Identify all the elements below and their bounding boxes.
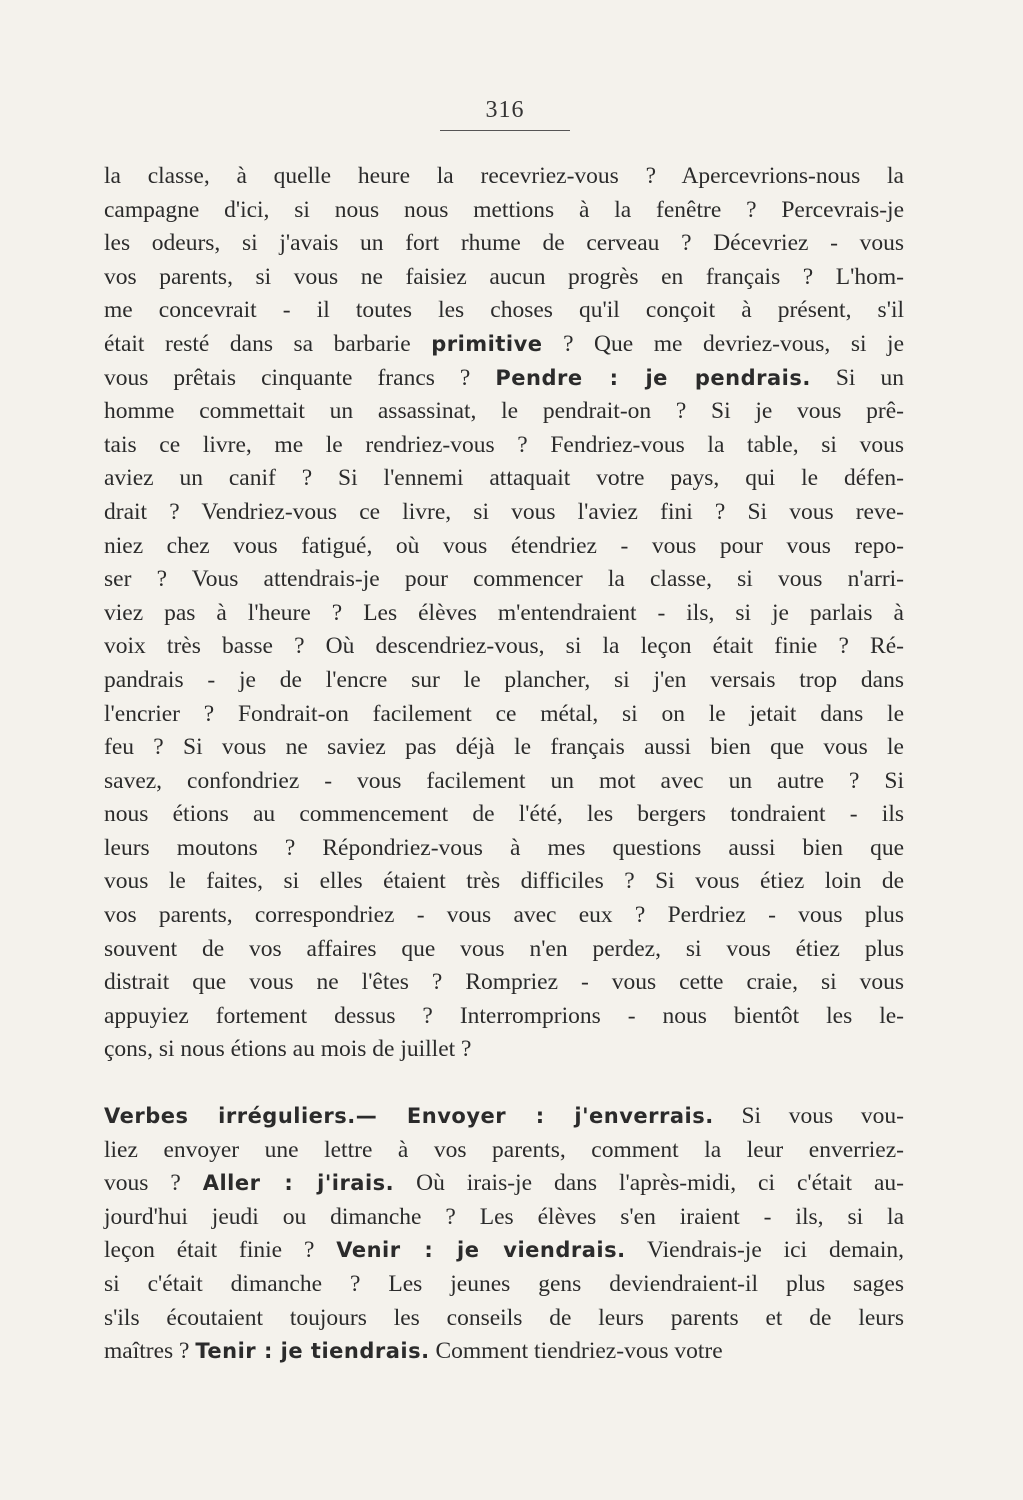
text-line [104, 1268, 904, 1302]
text-line [104, 227, 904, 261]
header-rule [440, 130, 570, 131]
text-segment: nous étions au commencement de l'été, les bergers tondraient - ils [104, 801, 904, 828]
text-segment: jourd'hui jeudi ou dimanche ? Les élèves s'en iraient - ils, si la [104, 1203, 904, 1230]
text-segment: distrait que vous ne l'êtes ? Rompriez - vous cette craie, si vous [104, 969, 904, 996]
text-line [104, 429, 904, 463]
text-segment: Comment tiendriez-vous votre [429, 1338, 723, 1365]
text-segment: était resté dans sa barbarie [104, 330, 432, 357]
text-segment: homme commettait un assassinat, le pendrait-on ? Si je vous prê- [104, 398, 904, 425]
text-segment: niez chez vous fatigué, où vous étendriez - vous pour vous repo- [104, 532, 904, 559]
text-line [104, 1134, 904, 1168]
paragraph-gap [104, 1067, 904, 1100]
text-segment: viez pas à l'heure ? Les élèves m'entendraient - ils, si je parlais à [104, 599, 904, 626]
text-segment: campagne d'ici, si nous nous mettions à la fenêtre ? Percevrais-je [104, 196, 904, 223]
text-segment: tais ce livre, me le rendriez-vous ? Fendriez-vous la table, si vous [104, 431, 904, 458]
text-segment: si c'était dimanche ? Les jeunes gens deviendraient-il plus sages [104, 1271, 904, 1297]
body-text [104, 160, 904, 1369]
text-line [104, 765, 904, 799]
text-segment: la classe, à quelle heure la recevriez-vous ? Apercevrions-nous la [104, 163, 904, 189]
text-line [104, 462, 904, 496]
text-segment: les odeurs, si j'avais un fort rhume de cerveau ? Décevriez - vous [104, 230, 904, 257]
text-segment: leurs moutons ? Répondriez-vous à mes questions aussi bien que [104, 834, 904, 861]
text-line [104, 1100, 904, 1134]
text-line [104, 496, 904, 530]
text-segment: leçon était finie ? [104, 1237, 337, 1264]
text-line [104, 597, 904, 631]
text-segment: voix très basse ? Où descendriez-vous, si la leçon était finie ? Ré- [104, 633, 904, 660]
text-segment: vous le faites, si elles étaient très difficiles ? Si vous étiez loin de [104, 868, 904, 895]
text-segment: appuyiez fortement dessus ? Interromprions - nous bientôt les le- [104, 1002, 904, 1029]
bold-term: Tenir : je tiendrais. [195, 1339, 430, 1364]
text-line [104, 1335, 904, 1369]
text-line [104, 1000, 904, 1034]
text-line [104, 1302, 904, 1336]
text-line [104, 966, 904, 1000]
text-segment: souvent de vos affaires que vous n'en perdez, si vous étiez plus [104, 935, 904, 962]
text-segment: Viendrais-je ici demain, [625, 1237, 904, 1264]
text-line [104, 160, 904, 194]
text-segment: vous ? [104, 1170, 203, 1197]
text-line [104, 530, 904, 564]
text-segment: me concevrait - il toutes les choses qu'il conçoit à présent, s'il [104, 297, 904, 324]
text-line [104, 563, 904, 597]
text-segment: s'ils écoutaient toujours les conseils de leurs parents et de leurs [104, 1304, 904, 1331]
text-segment: Où irais-je dans l'après-midi, ci c'était au- [394, 1170, 905, 1197]
text-line [104, 194, 904, 228]
text-line [104, 865, 904, 899]
text-segment: vos parents, correspondriez - vous avec eux ? Perdriez - vous plus [104, 902, 904, 929]
text-line [104, 1033, 904, 1067]
text-line [104, 395, 904, 429]
text-line [104, 899, 904, 933]
bold-term: Pendre : je pendrais. [495, 365, 811, 390]
text-line [104, 328, 904, 362]
text-line [104, 1234, 904, 1268]
text-line [104, 731, 904, 765]
text-segment: aviez un canif ? Si l'ennemi attaquait votre pays, qui le défen- [104, 465, 904, 492]
text-segment: vous prêtais cinquante francs ? [104, 364, 496, 391]
text-segment: çons, si nous étions au mois de juillet ? [104, 1036, 472, 1063]
text-line [104, 1167, 904, 1201]
text-segment: maîtres ? [104, 1338, 196, 1365]
bold-term: primitive [431, 331, 543, 356]
paragraph-1 [104, 160, 904, 1067]
text-segment: Si vous vou- [713, 1103, 904, 1130]
bold-term: Aller : j'irais. [202, 1171, 395, 1196]
text-segment: drait ? Vendriez-vous ce livre, si vous l'aviez fini ? Si vous reve- [104, 498, 904, 525]
text-line [104, 294, 904, 328]
text-segment: l'encrier ? Fondrait-on facilement ce métal, si on le jetait dans le [104, 700, 904, 727]
bold-term: Verbes irréguliers.— Envoyer : j'enverrais. [104, 1104, 714, 1129]
page-number: 316 [485, 97, 525, 123]
text-line [104, 362, 904, 396]
text-segment: ser ? Vous attendrais-je pour commencer la classe, si vous n'arri- [104, 566, 904, 593]
text-segment: Si un [810, 364, 904, 391]
text-segment: liez envoyer une lettre à vos parents, comment la leur enverriez- [104, 1136, 904, 1163]
text-segment: pandrais - je de l'encre sur le plancher, si j'en versais trop dans [104, 666, 904, 693]
text-line [104, 698, 904, 732]
bold-term: Venir : je viendrais. [336, 1238, 626, 1263]
text-line [104, 261, 904, 295]
text-line [104, 1201, 904, 1235]
text-line [104, 933, 904, 967]
text-segment: ? Que me devriez-vous, si je [542, 330, 904, 357]
text-line [104, 798, 904, 832]
text-segment: vos parents, si vous ne faisiez aucun progrès en français ? L'hom- [104, 263, 904, 290]
text-line [104, 630, 904, 664]
text-segment: feu ? Si vous ne saviez pas déjà le français aussi bien que vous le [104, 734, 904, 761]
text-line [104, 664, 904, 698]
text-segment: savez, confondriez - vous facilement un mot avec un autre ? Si [104, 767, 904, 794]
paragraph-2 [104, 1100, 904, 1369]
text-line [104, 832, 904, 866]
